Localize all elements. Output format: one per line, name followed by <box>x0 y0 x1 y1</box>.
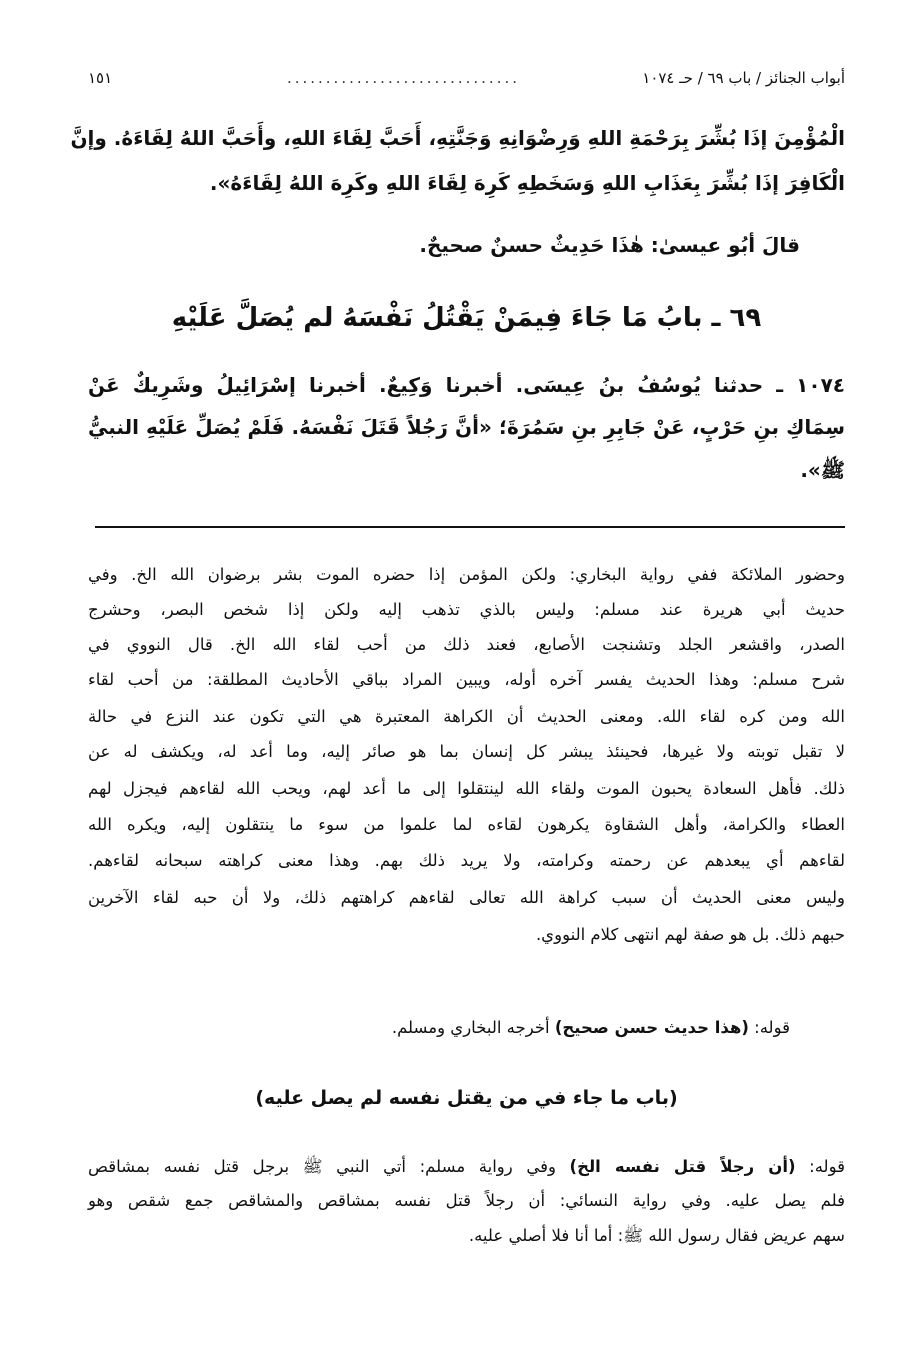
footnote-line: فلم يصل عليه. وفي رواية النسائي: أن رجلاً قتل نفسه بمشاقص والمشاقص جمع شقص وهو <box>88 1191 845 1210</box>
note-text: أخرجه البخاري ومسلم. <box>391 1018 555 1037</box>
note-prefix: قوله: <box>748 1018 790 1037</box>
main-text-line: الْكَافِرَ إذَا بُشِّرَ بِعَذَابِ اللهِ وَسَخَطِهِ كَرِهَ لِقَاءَ اللهِ وكَرِهَ اللهُ لِقَاءَهُ». <box>209 171 845 195</box>
footnote-line: الصدر، واقشعر الجلد وتشنجت الأصابع، فعند ذلك من أحب لقاء الله الخ. قال النووي في <box>88 635 845 654</box>
running-header <box>88 66 845 90</box>
footnote-divider <box>95 526 845 528</box>
footnote-line: سهم عريض فقال رسول الله ﷺ: أما أنا فلا أصلي عليه. <box>468 1226 845 1245</box>
footnote-line: وليس معنى الحديث أن سبب كراهة الله تعالى لقاءهم كراهتهم ذلك، ولا أن حبه لقاء الآخرين <box>88 888 845 907</box>
footnote-line: شرح مسلم: وهذا الحديث يفسر آخره أوله، ويبين المراد بباقي الأحاديث المطلقة: من أحب لقاء <box>88 670 845 689</box>
main-text-line: الْمُؤْمِنَ إذَا بُشِّرَ بِرَحْمَةِ اللهِ وَرِضْوَانِهِ وَجَنَّتِهِ، أَحَبَّ لِقَاءَ اللهِ، وأَحَبَّ اللهُ لِقَاءَهُ. وإنَّ <box>70 126 845 150</box>
note-prefix: قوله: <box>795 1157 845 1176</box>
hadith-line: ﷺ». <box>800 458 845 482</box>
footnote-line: العطاء والكرامة، وأهل الشقاوة يكرهون لقاءه لما علموا من سوء ما ينتقلون إليه، ويكره الله <box>88 815 845 834</box>
footnote-line: لقاءهم أي يبعدهم عن رحمته وكرامته، ولا يريد ذلك بهم. وهذا معنى كراهته سبحانه لقاءهم. <box>88 851 845 870</box>
footnote-line: وحضور الملائكة ففي رواية البخاري: ولكن المؤمن إذا حضره الموت بشر برضوان الله الخ. وفي <box>88 565 845 584</box>
footnote-note-suicide <box>88 1152 845 1182</box>
note-text: وفي رواية مسلم: أتي النبي ﷺ برجل قتل نفسه بمشاقص <box>88 1157 570 1176</box>
page-number: ١٥١ <box>88 69 113 87</box>
footnote-chapter-heading: (باب ما جاء في من يقتل نفسه لم يصل عليه) <box>255 1087 678 1109</box>
verdict-line: قالَ أبُو عيسىٰ: هٰذَا حَدِيثٌ حسنٌ صحيحٌ. <box>419 233 800 257</box>
hadith-line: سِمَاكِ بنِ حَرْبٍ، عَنْ جَابِرِ بنِ سَمُرَةَ؛ «أنَّ رَجُلاً قَتَلَ نَفْسَهُ. فَلَمْ يُصَلِّ عَلَيْهِ النبيُّ <box>88 415 845 439</box>
chapter-heading: ٦٩ ـ بابُ مَا جَاءَ فِيمَنْ يَقْتُلُ نَفْسَهُ لم يُصَلَّ عَلَيْهِ <box>171 303 762 333</box>
footnote-line: حديث أبي هريرة عند مسلم: وليس بالذي تذهب إليه ولكن إذا شخص البصر، وحشرج <box>88 600 845 619</box>
footnote-line: الله ومن كره لقاء الله. ومعنى الحديث أن الكراهة المعتبرة هي التي تكون عند النزع في حالة <box>88 707 845 726</box>
note-quoted-phrase: (هذا حديث حسن صحيح) <box>554 1018 749 1037</box>
hadith-line: ١٠٧٤ ـ حدثنا يُوسُفُ بنُ عِيسَى. أخبرنا وَكِيعٌ. أخبرنا إسْرَائِيلُ وشَرِيكٌ عَنْ <box>88 373 845 397</box>
footnote-note-authenticity <box>88 1013 790 1043</box>
footnote-line: لا تقبل توبته ولا غيرها، فحينئذ يبشر كل إنسان بما هو صائر إليه، وما أعد له، ويكشف له عن <box>88 742 845 761</box>
header-title: أبواب الجنائز / باب ٦٩ / حـ ١٠٧٤ <box>642 69 845 87</box>
header-leader-dots: .............................. <box>286 69 520 87</box>
footnote-line: ذلك. فأهل السعادة يحبون الموت ولقاء الله لينتقلوا إلى ما أعد لهم، ويحب الله لقاءهم فيجزل لهم <box>88 779 845 798</box>
note-quoted-phrase: (أن رجلاً قتل نفسه الخ) <box>569 1157 796 1176</box>
footnote-line: حبهم ذلك. بل هو صفة لهم انتهى كلام النووي. <box>535 925 845 944</box>
